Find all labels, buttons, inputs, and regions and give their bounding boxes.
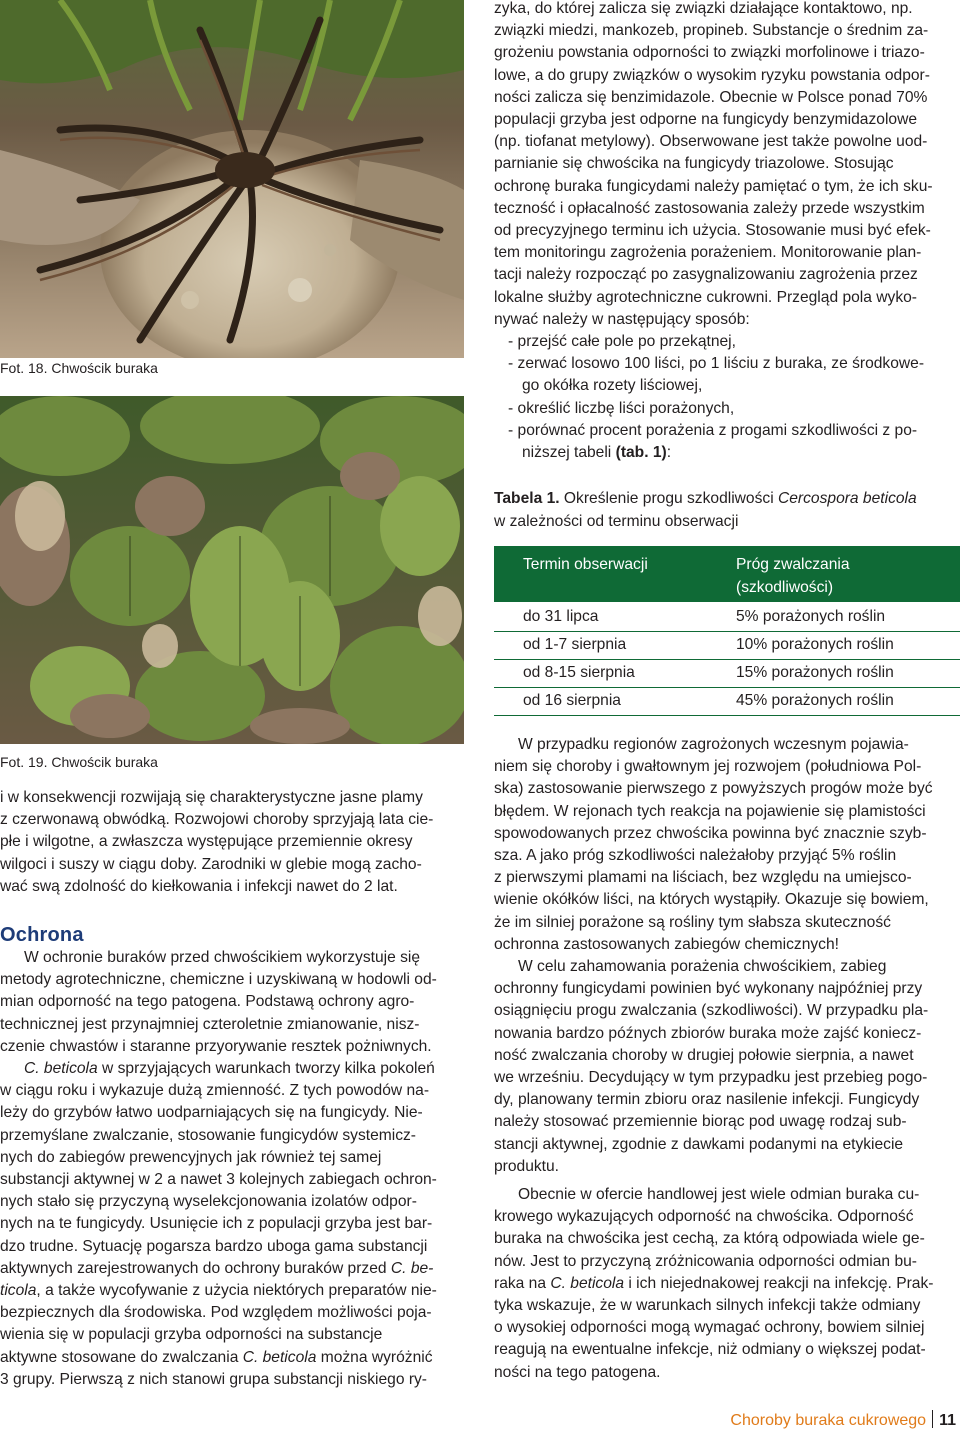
threshold-table — [494, 546, 960, 716]
beet-field-photo — [0, 396, 464, 744]
text-line: z pierwszymi plamami na liściach, bez względu na umiejsco- — [494, 869, 912, 887]
text-line: W przypadku regionów zagrożonych wczesnym pojawia- — [518, 736, 909, 753]
text-line: ticola, a także wycofywanie z użycia niektórych preparatów nie- — [0, 1282, 437, 1300]
text-line: metody agrotechniczne, chemiczne i uzyskiwaną w hodowli od- — [0, 971, 437, 989]
text-line: substancji aktywnej w 2 a nawet 3 kolejnych zabiegach ochron- — [0, 1171, 437, 1189]
text-line: produktu. — [494, 1157, 560, 1175]
text-line: związki miedzi, mankozeb, propineb. Substancje o średnim za- — [494, 22, 929, 40]
text-line: ochronny fungicydami powinien być wykonany najpóźniej przy — [494, 980, 923, 998]
text-line: parnianie się chwościka na fungicydy triazolowe. Stosując — [494, 155, 894, 173]
text-line: krowego wykazujących odporność na chwościka. Odporność — [494, 1208, 914, 1226]
text-line: 3 grupy. Pierwszą z nich stanowi grupa substancji niskiego ry- — [0, 1370, 428, 1388]
text-line: nych do zabiegów prewencyjnych jak również tej samej — [0, 1148, 382, 1166]
text-line: aktywne stosowane do zwalczania C. beticola można wyróżnić — [0, 1348, 433, 1366]
list-item-cont: go okółka rozety liściowej, — [522, 377, 703, 395]
page-number: 11 — [939, 1412, 956, 1429]
table-cell: 5% porażonych roślin — [736, 608, 886, 625]
table-cell: od 16 sierpnia — [523, 692, 621, 709]
text-line: teczność i opłacalność zastosowania zależy przede wszystkim — [494, 199, 925, 217]
text-line: populacji grzyba jest odporne na fungicydy benzymidazolowe — [494, 111, 918, 129]
col-header-term: Termin obserwacji — [523, 556, 648, 573]
text-line: czenie chwastów i staranne przyorywanie resztek pożniwnych. — [0, 1037, 432, 1055]
text-line: tacji należy rozpocząć po zasygnalizowaniu zagrożenia przez — [494, 266, 918, 284]
table-ref: (tab. 1) — [615, 444, 667, 462]
left-column-protection-text — [0, 947, 464, 1391]
text-line: W ochronie buraków przed chwościkiem wykorzystuje się — [24, 949, 421, 966]
table-header — [494, 546, 960, 602]
table-cell: od 1-7 sierpnia — [523, 636, 627, 653]
beet-root-photo — [0, 0, 464, 358]
text-line: spowodowanych przez chwościka powinna być znacznie szyb- — [494, 824, 927, 842]
text-line: osiągnięciu progu zwalczania (szkodliwości). W przypadku pla- — [494, 1002, 929, 1020]
table-divider — [494, 715, 960, 716]
text-line: ochronna zastosowanych zabiegów chemicznych! — [494, 935, 839, 953]
text-line: nywać należy w następujący sposób: — [494, 310, 750, 328]
text-line: w ciągu roku i wykazuje dużą zmienność. Z tych powodów na- — [0, 1082, 430, 1100]
text-line: ska) zastosowanie pierwszego z powyższych progów może być — [494, 780, 933, 798]
list-item: - określić liczbę liści porażonych, — [508, 399, 735, 417]
table-cell: do 31 lipca — [523, 608, 599, 625]
photo-fot-19 — [0, 396, 464, 744]
table-row — [494, 632, 960, 658]
table-row — [494, 660, 960, 686]
text-line: tyka wskazuje, że w warunkach silnych infekcji także odmiany — [494, 1297, 921, 1315]
text-line: (np. tiofanat metylowy). Obserwowane jest także powolne uod- — [494, 133, 928, 151]
table-cell: od 8-15 sierpnia — [523, 664, 635, 681]
table-cell: 45% porażonych roślin — [736, 692, 894, 709]
table-cell: 15% porażonych roślin — [736, 664, 894, 681]
text-line: dy, planowany termin zbioru oraz nasilenie infekcji. Fungicydy — [494, 1091, 920, 1109]
text-line: tem monitoringu zagrożenia porażeniem. Monitorowanie plan- — [494, 244, 922, 262]
table-cell: 10% porażonych roślin — [736, 636, 894, 653]
text-line: lokalne służby agrotechniczne cukrowni. Przegląd pola wyko- — [494, 288, 917, 306]
text-line: aktywnych zarejestrowanych do ochrony buraków przed C. be- — [0, 1259, 434, 1277]
list-item: - zerwać losowo 100 liści, po 1 liściu z buraka, ze środkowe- — [508, 355, 925, 373]
text-line: Obecnie w ofercie handlowej jest wiele odmian buraka cu- — [518, 1186, 920, 1204]
photo-fot-18 — [0, 0, 464, 358]
text-line: wilgoci i suszy w ciągu doby. Zarodniki w glebie mogą zacho- — [0, 855, 422, 873]
text-line: i w konsekwencji rozwijają się charakterystyczne jasne plamy — [0, 789, 423, 806]
text-line: buraka na chwościka jest cechą, za którą odpowiada wiele ge- — [494, 1230, 925, 1248]
right-column-top-paragraph — [494, 0, 960, 464]
text-line: bezpiecznych dla środowiska. Pod względem możliwości poja- — [0, 1304, 432, 1322]
table-title: Tabela 1. Określenie progu szkodliwości Cercospora beticola w zależności od terminu obserwacji — [494, 490, 917, 530]
page-footer — [730, 1410, 956, 1430]
list-item: - porównać procent porażenia z progami szkodliwości z po- — [508, 421, 918, 439]
text-line: niem się choroby i gwałtownym jej rozwojem (południowa Pol- — [494, 758, 922, 776]
text-line: ochronę buraka fungicydami należy pamiętać o tym, że ich sku- — [494, 177, 933, 195]
text-line: dzo trudne. Sytuację pogarsza bardzo uboga gama substancji — [0, 1237, 428, 1255]
text-line: leży do grzybów łatwo uodparniających się na fungicydy. Nie- — [0, 1104, 423, 1122]
text-line: płe i wilgotne, a zwłaszcza występujące przemiennie okresy — [0, 833, 413, 851]
text-line: przemyślane zwalczanie, stosowanie fungicydów systemicz- — [0, 1126, 416, 1144]
text-line: raka na C. beticola i ich niejednakowej reakcji na infekcję. Prak- — [494, 1274, 934, 1292]
footer-title: Choroby buraka cukrowego — [730, 1412, 927, 1429]
text-line: ności na tego patogena. — [494, 1363, 661, 1381]
text-line: lowe, a do grupy związków o wysokim ryzyku powstania odpor- — [494, 66, 930, 84]
text-line: wienie okółków liści, na których wystąpiły. Okazuje się bowiem, — [494, 891, 929, 909]
list-item-cont: niższej tabeli (tab. 1): — [522, 444, 672, 462]
right-column-bottom-text — [494, 734, 960, 1384]
text-line: nowania bardzo późnych zbiorów buraka może zajść koniecz- — [494, 1024, 922, 1042]
photo-caption: Fot. 19. Chwościk buraka — [0, 754, 158, 770]
text-line: reagują na ewentualne infekcje, niż odmiany o większej podat- — [494, 1341, 926, 1359]
table-row — [494, 604, 960, 630]
text-line: C. beticola w sprzyjających warunkach tworzy kilka pokoleń — [24, 1060, 435, 1078]
text-line: od precyzyjnego terminu ich użycia. Stosowanie musi być efek- — [494, 222, 931, 240]
text-line: wać swą zdolność do kiełkowania i infekcji nawet do 2 lat. — [0, 877, 398, 895]
text-line: sza. A jako próg szkodliwości należałoby przyjąć 5% roślin — [494, 847, 897, 865]
text-line: W celu zahamowania porażenia chwościkiem, zabieg — [518, 958, 887, 976]
text-line: zyka, do której zalicza się związki działające kontaktowo, np. — [494, 0, 913, 17]
procedure-list — [494, 331, 960, 464]
text-line: mian odporność na tego patogena. Podstawą ochrony agro- — [0, 993, 415, 1011]
list-item: - przejść całe pole po przekątnej, — [508, 333, 736, 351]
section-heading-ochrona: Ochrona — [0, 924, 84, 946]
text-line: błędem. W rejonach tych reakcja na pojawienie się plamistości — [494, 802, 926, 820]
text-line: nów. Jest to przyczyną zróżnicowania odporności odmian bu- — [494, 1252, 917, 1270]
col-header-threshold-sub: (szkodliwości) — [736, 579, 834, 596]
text-line: nych stało się przyczyną wyselekcjonowania izolatów odpor- — [0, 1193, 417, 1211]
text-line: o wysokiej odporności mogą wymagać ochrony, bowiem silniej — [494, 1319, 925, 1337]
text-line: stancji aktywnej, zgodnie z dawkami podanymi na etykiecie — [494, 1135, 904, 1153]
text-line: z czerwonawą obwódką. Rozwojowi choroby sprzyjają lata cie- — [0, 811, 434, 829]
text-line: należy stosować przemiennie biorąc pod uwagę rodzaj sub- — [494, 1113, 907, 1131]
text-line: technicznej jest przynajmniej czteroletnie zmianowanie, nisz- — [0, 1015, 420, 1033]
text-line: ność zwalczania choroby w drugiej połowie sierpnia, a nawet — [494, 1046, 914, 1064]
text-line: nych na te fungicydy. Usunięcie ich z populacji grzyba jest bar- — [0, 1215, 433, 1233]
text-line: we wrześniu. Decydujący w tym przypadku jest przebieg pogo- — [494, 1069, 928, 1087]
text-line: wienia się w populacji grzyba odporności na substancje — [0, 1326, 383, 1344]
text-line: grożeniu powstania odporności to związki morfolinowe i triazo- — [494, 44, 925, 62]
text-line: ności zalicza się benzimidazole. Obecnie w Polsce ponad 70% — [494, 88, 928, 106]
footer-divider — [932, 1410, 933, 1428]
table-row — [494, 688, 960, 714]
photo-caption: Fot. 18. Chwościk buraka — [0, 360, 158, 376]
text-line: że im silniej porażone są rośliny tym słabsza skuteczność — [494, 913, 891, 931]
left-column-paragraph — [0, 787, 464, 898]
col-header-threshold: Próg zwalczania — [736, 556, 850, 573]
